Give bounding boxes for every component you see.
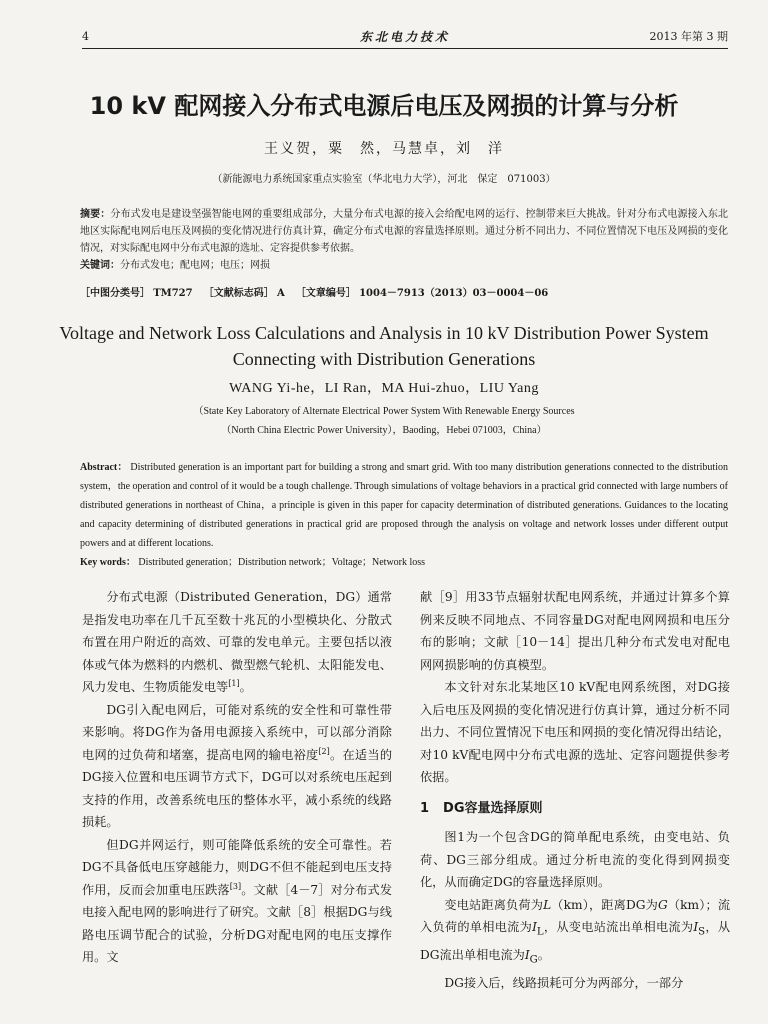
clc-code: ［中图分类号］ TM727 — [80, 288, 193, 299]
chinese-title: 10 kV 配网接入分布式电源后电压及网损的计算与分析 — [89, 92, 679, 120]
citation: [1] — [228, 678, 240, 688]
doc-code: ［文献标志码］ A — [203, 288, 285, 299]
body-paragraph: 献［9］用33节点辐射状配电网系统，并通过计算多个算例来反映不同地点、不同容量DG对配电网网损和电压分布的影响；文献［10－14］提出几种分布式发电对配电网网损影响的仿真模型。 — [420, 590, 730, 672]
english-authors: WANG Yi-he，LI Ran，MA Hui-zhuo，LIU Yang — [229, 381, 539, 396]
chinese-abstract — [80, 206, 728, 274]
english-keywords — [80, 553, 728, 572]
english-abstract-body — [80, 458, 728, 553]
body-paragraph: 变电站距离负荷为L（km），距离DG为G（km）；流入负荷的单相电流为$I_L$，从变电站流出单相电流为$I_S$，从DG流出单相电流为$I_G$。 — [420, 897, 731, 966]
running-header — [82, 28, 728, 46]
header-rule — [82, 48, 728, 49]
article-number: ［文章编号］ 1004－7913（2013）03－0004－06 — [295, 288, 549, 299]
section-heading — [420, 798, 730, 821]
chinese-abstract-body — [80, 206, 728, 257]
english-affiliation — [40, 402, 728, 440]
english-keywords-label: Key words： — [80, 557, 136, 568]
body-paragraph: 但DG并网运行，则可能降低系统的安全可靠性。若DG不具备低电压穿越能力，则DG不但不能起到电压支持作用，反而会加重电压跌落[3]。文献［4－7］对分布式发电接入配电网的影响进行了研究。文献［8］根据DG与线路电压调节配合的试验，分析DG对配电网的电压支撑作用。文 — [82, 837, 393, 964]
chinese-authors: 王义贺，粟 然，马慧卓，刘 洋 — [264, 141, 504, 157]
body-paragraph: 本文针对东北某地区10 kV配电网系统图，对DG接入后电压及网损的变化情况进行仿真计算，通过分析不同出力、不同位置情况下电压和网损的变化情况得出结论，对10 kV配电网中分布式电源的选址、定容问题提供参考依据。 — [420, 680, 730, 784]
issue-label: 2013 年第 3 期 — [649, 30, 728, 43]
body-paragraph: 图1为一个包含DG的简单配电系统，由变电站、负荷、DG三部分组成。通过分析电流的变化得到网损变化，从而确定DG的容量选择原则。 — [420, 830, 730, 889]
classification-line — [80, 284, 728, 299]
citation: [3] — [229, 881, 242, 891]
section-number: 1 — [420, 800, 430, 816]
english-abstract-label: Abstract： — [80, 462, 128, 473]
page-number: 4 — [82, 30, 89, 43]
section-title: DG容量选择原则 — [443, 800, 543, 816]
english-keywords-text: Distributed generation；Distribution network；Voltage；Network loss — [138, 557, 426, 568]
chinese-affiliation: （新能源电力系统国家重点实验室（华北电力大学），河北 保定 071003） — [212, 174, 556, 185]
body-column-right — [420, 586, 730, 994]
journal-name: 东北电力技术 — [359, 30, 450, 44]
body-paragraph: DG接入后，线路损耗可分为两部分，一部分 — [444, 975, 684, 990]
english-abstract-text: Distributed generation is an important part for building a strong and smart grid. With too many distribution generations connected to the distribution system，the operation and control of it would be a tough challenge. Through simulations of voltage behaviors in a practical grid connected with large numbers of distributed generations in northeast of China，a principle is given in this paper for capacity determination of distributed generations. Guidances to the locating and capacity determining of distributed generations in practical grid are proposed through the analysis on voltage and network losses under different output powers and at different locations. — [80, 462, 728, 549]
body-paragraph: 分布式电源（Distributed Generation，DG）通常是指发电功率在几千瓦至数十兆瓦的小型模块化、分散式布置在用户附近的高效、可靠的发电单元。主要包括以液体或气体为燃料的内燃机、微型燃气轮机、太阳能发电、风力发电、生物质能发电等[1]。 — [82, 590, 392, 694]
english-title: Voltage and Network Loss Calculations and Analysis in 10 kV Distribution Power System Connecting with Distribution Generations — [59, 323, 709, 369]
english-affiliation-line-2: （North China Electric Power University），Baoding，Hebei 071003，China） — [221, 425, 547, 436]
keywords-text: 分布式发电；配电网；电压；网损 — [120, 260, 270, 271]
body-column-left — [82, 586, 392, 969]
abstract-label: 摘要： — [80, 209, 111, 220]
english-affiliation-line-1: （State Key Laboratory of Alternate Electrical Power System With Renewable Energy Sources — [193, 406, 575, 417]
english-abstract — [80, 458, 728, 572]
citation: [2] — [318, 746, 330, 756]
chinese-keywords — [80, 257, 728, 274]
body-paragraph: DG引入配电网后，可能对系统的安全性和可靠性带来影响。将DG作为备用电源接入系统中，可以部分消除电网的过负荷和堵塞，提高电网的输电裕度[2]。在适当的DG接入位置和电压调节方式下，DG可以对系统电压起到支持的作用，改善系统电压的整体水平，减小系统的线路损耗。 — [82, 702, 393, 829]
abstract-text: 分布式发电是建设坚强智能电网的重要组成部分，大量分布式电源的接入会给配电网的运行、控制带来巨大挑战。针对分布式电源接入东北地区实际配电网后电压及网损的变化情况进行仿真计算，确定分布式电源的容量选择原则。通过分析不同出力、不同位置情况下电压及网损的变化情况，对实际配电网中分布式电源的选址、定容提供参考依据。 — [80, 209, 729, 254]
keywords-label: 关键词： — [80, 260, 120, 271]
